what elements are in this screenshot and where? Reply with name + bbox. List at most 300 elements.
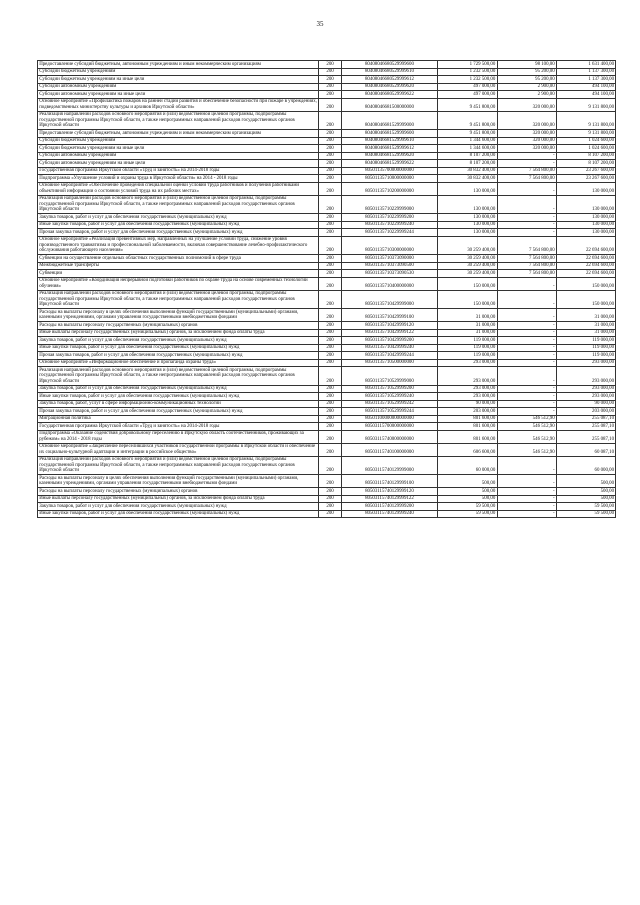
row-code: 200 [319,262,341,270]
row-name: Субсидии бюджетным учреждениям [38,68,319,76]
row-amount-change: - [497,214,556,222]
table-row [38,415,616,423]
row-classifier: 80501135710529999244 [341,408,437,416]
row-amount-result: 8 107 200,00 [556,152,615,160]
row-amount-approved: 130 000,00 [438,182,497,195]
row-name: Субсидии бюджетным учреждениям на иные цели [38,145,319,153]
table-row [38,229,616,237]
table-row [38,344,616,352]
row-amount-approved: 8 107 200,00 [438,152,497,160]
row-amount-change: 546 512,90 [497,415,556,423]
row-code: 200 [319,344,341,352]
row-name: Расходы на выплаты персоналу в целях обеспечения выполнения функций государственными (муниципальными) органами, казенными учреждениями, органами управления государственными внебюджетными фондами [38,475,319,488]
row-amount-change: 7 564 800,00 [497,236,556,255]
row-code: 200 [319,430,341,443]
table-row [38,385,616,393]
table-row [38,98,616,111]
table-row [38,91,616,99]
row-amount-change: 320 000,00 [497,111,556,130]
row-amount-result: 494 100,00 [556,83,615,91]
table-row [38,262,616,270]
row-classifier: 80408046680529999622 [341,91,437,99]
row-name: Государственная программа Иркутской области «Труд и занятость» на 2014-2018 годы [38,167,319,175]
table-row [38,221,616,229]
row-name: Иные закупки товаров, работ и услуг для обеспечения государственных (муниципальных) нужд [38,510,319,518]
table-row [38,430,616,443]
row-amount-change: - [497,488,556,496]
row-amount-change: - [497,385,556,393]
row-name: Иные закупки товаров, работ и услуг для обеспечения государственных (муниципальных) нужд [38,344,319,352]
table-row [38,137,616,145]
row-code: 200 [319,137,341,145]
table-row [38,167,616,175]
row-amount-change: 7 564 800,00 [497,167,556,175]
row-amount-result: 500,00 [556,475,615,488]
table-row [38,195,616,214]
row-name: Прочая закупка товаров, работ и услуг для обеспечения государственных (муниципальных) нужд [38,229,319,237]
row-amount-change: - [497,329,556,337]
table-row [38,322,616,330]
table-row [38,408,616,416]
row-amount-approved: 9 451 800,00 [438,130,497,138]
row-code: 200 [319,130,341,138]
budget-table-body [38,61,616,518]
row-classifier: 80408046681529999620 [341,152,437,160]
row-name: Субсидии бюджетным учреждениям на иные цели [38,76,319,84]
row-name: Межбюджетные трансферты [38,262,319,270]
row-amount-approved: 30 259 400,00 [438,270,497,278]
row-amount-change: 7 564 800,00 [497,262,556,270]
row-classifier: 80408046681500000000 [341,98,437,111]
row-amount-approved: 30 832 400,00 [438,167,497,175]
row-classifier: 80503115740129999120 [341,488,437,496]
table-row [38,236,616,255]
row-name: Реализация направлений расходов основного мероприятия и (или) ведомственной целевой программы, подпрограммы государственной программы Иркутской области, а также непрограммных направлений расходов государственных органов Иркутской области [38,456,319,475]
table-row [38,309,616,322]
row-code: 200 [319,352,341,360]
table-row [38,145,616,153]
row-classifier: 80501135710529999000 [341,367,437,386]
row-amount-result: 59 500,00 [556,503,615,511]
row-amount-approved: 497 000,00 [438,91,497,99]
row-amount-approved: 203 000,00 [438,408,497,416]
row-amount-result: 293 000,00 [556,359,615,367]
row-amount-result: 255 087,10 [556,415,615,423]
table-row [38,456,616,475]
table-row [38,443,616,456]
row-amount-result: 494 100,00 [556,91,615,99]
row-amount-change: 2 900,00 [497,83,556,91]
table-row [38,152,616,160]
row-classifier: 80501135710529999242 [341,400,437,408]
row-amount-approved: 130 000,00 [438,214,497,222]
table-row [38,68,616,76]
row-classifier: 80408046680529999600 [341,61,437,69]
table-row [38,76,616,84]
row-amount-approved: 9 451 800,00 [438,111,497,130]
row-amount-result: 1 137 300,00 [556,76,615,84]
row-amount-result: 150 000,00 [556,290,615,309]
row-code: 200 [319,111,341,130]
row-classifier: 80503115740129999100 [341,475,437,488]
row-name: Основное мероприятие «Реализация превентивных мер, направленных на улучшение условий труда, снижение уровня производственного травматизма и профессиональной заболеваемости, включая совершенствование лечебно-профилактического обслуживания работающего населения» [38,236,319,255]
row-amount-approved: 293 000,00 [438,393,497,401]
row-code: 200 [319,91,341,99]
row-classifier: 80503115740100000000 [341,443,437,456]
row-classifier: 80503115700000000000 [341,423,437,431]
row-amount-approved: 293 000,00 [438,385,497,393]
row-code: 200 [319,270,341,278]
row-amount-approved: 1 232 500,00 [438,68,497,76]
row-classifier: 80503115740129999240 [341,510,437,518]
row-amount-approved: 59 500,00 [438,503,497,511]
row-code: 200 [319,393,341,401]
row-amount-approved: 293 000,00 [438,359,497,367]
row-amount-result: 22 694 600,00 [556,255,615,263]
row-name: Расходы на выплаты персоналу государственных (муниципальных) органов [38,322,319,330]
row-amount-change: 2 900,00 [497,91,556,99]
row-amount-change: 320 000,00 [497,137,556,145]
row-name: Прочая закупка товаров, работ и услуг для обеспечения государственных (муниципальных) нужд [38,352,319,360]
row-code: 200 [319,415,341,423]
row-amount-change: - [497,408,556,416]
row-name: Субсидии автономным учреждениям [38,152,319,160]
row-amount-result: 60 087,10 [556,443,615,456]
row-amount-result: 9 131 800,00 [556,111,615,130]
row-amount-result: 203 000,00 [556,408,615,416]
row-classifier: 80501135710373090500 [341,262,437,270]
row-amount-result: 23 267 600,00 [556,175,615,183]
row-amount-result: 1 137 300,00 [556,68,615,76]
row-amount-result: 130 000,00 [556,229,615,237]
row-amount-result: 31 000,00 [556,322,615,330]
row-amount-change: - [497,352,556,360]
row-classifier: 80501135710400000000 [341,277,437,290]
table-row [38,503,616,511]
row-amount-change: - [497,400,556,408]
row-code: 200 [319,214,341,222]
row-amount-result: 23 267 600,00 [556,167,615,175]
row-name: Прочая закупка товаров, работ и услуг для обеспечения государственных (муниципальных) нужд [38,408,319,416]
row-amount-result: 59 500,00 [556,510,615,518]
row-amount-approved: 1 729 500,00 [438,61,497,69]
row-amount-change: - [497,277,556,290]
row-classifier: 80501100000000000000 [341,415,437,423]
row-classifier: 80408046681529999612 [341,145,437,153]
row-classifier: 80408046681529999600 [341,130,437,138]
row-name: Субсидии бюджетным учреждениям [38,137,319,145]
row-code: 200 [319,145,341,153]
row-amount-approved: 500,00 [438,495,497,503]
row-amount-change: - [497,309,556,322]
table-row [38,160,616,168]
table-row [38,111,616,130]
row-amount-change: - [497,290,556,309]
row-name: Подпрограмма «Улучшение условий и охраны труда в Иркутской области» на 2014 - 2018 годы [38,175,319,183]
row-classifier: 80501135710229999200 [341,214,437,222]
row-code: 200 [319,337,341,345]
row-amount-approved: 119 000,00 [438,337,497,345]
table-row [38,400,616,408]
row-amount-result: 1 631 400,00 [556,61,615,69]
row-amount-result: 293 000,00 [556,385,615,393]
row-classifier: 80501135710300000000 [341,236,437,255]
row-amount-result: 1 024 600,00 [556,145,615,153]
row-classifier: 80501135710200000000 [341,182,437,195]
row-amount-result: 119 000,00 [556,352,615,360]
row-amount-approved: 9 451 800,00 [438,98,497,111]
row-amount-approved: 31 000,00 [438,329,497,337]
row-classifier: 80501135710229999240 [341,221,437,229]
row-amount-approved: 31 000,00 [438,322,497,330]
row-amount-approved: 497 000,00 [438,83,497,91]
row-name: Реализация направлений расходов основного мероприятия и (или) ведомственной целевой программы, подпрограммы государственной программы Иркутской области, а также непрограммных направлений расходов государственных органов Иркутской области [38,367,319,386]
row-classifier: 80408046680529999610 [341,68,437,76]
row-amount-change: - [497,367,556,386]
table-row [38,488,616,496]
page-number: 35 [316,20,324,28]
row-code: 200 [319,236,341,255]
row-amount-approved: 150 000,00 [438,277,497,290]
row-amount-change: - [497,495,556,503]
row-name: Закупка товаров, работ и услуг для обеспечения государственных (муниципальных) нужд [38,503,319,511]
row-classifier: 80501135700000000000 [341,167,437,175]
row-amount-result: 22 694 600,00 [556,262,615,270]
row-name: Закупка товаров, работ и услуг для обеспечения государственных (муниципальных) нужд [38,214,319,222]
table-row [38,214,616,222]
row-amount-result: 500,00 [556,488,615,496]
row-name: Предоставление субсидий бюджетным, автономным учреждениям и иным некоммерческим организациям [38,130,319,138]
budget-table [37,60,616,518]
table-row [38,290,616,309]
row-code: 200 [319,229,341,237]
row-amount-change: 95 200,00 [497,76,556,84]
row-amount-change: 320 000,00 [497,145,556,153]
row-amount-change: - [497,510,556,518]
table-row [38,359,616,367]
row-amount-change: - [497,475,556,488]
row-amount-result: 60 000,00 [556,456,615,475]
row-amount-approved: 130 000,00 [438,195,497,214]
row-amount-approved: 59 500,00 [438,510,497,518]
row-name: Субвенции [38,270,319,278]
row-amount-change: - [497,344,556,352]
row-classifier: 80501135710429999200 [341,337,437,345]
row-amount-approved: 1 344 600,00 [438,145,497,153]
row-amount-result: 119 000,00 [556,337,615,345]
row-amount-result: 130 000,00 [556,214,615,222]
row-classifier: 80501135710429999244 [341,352,437,360]
row-code: 200 [319,503,341,511]
row-amount-change: 7 564 800,00 [497,270,556,278]
row-amount-result: 119 000,00 [556,344,615,352]
table-row [38,130,616,138]
row-name: Закупка товаров, работ и услуг для обеспечения государственных (муниципальных) нужд [38,385,319,393]
row-code: 200 [319,160,341,168]
row-amount-approved: 30 832 400,00 [438,175,497,183]
row-name: Реализация направлений расходов основного мероприятия и (или) ведомственной целевой программы, подпрограммы государственной программы Иркутской области, а также непрограммных направлений расходов государственных органов Иркутской области [38,111,319,130]
row-amount-result: 90 000,00 [556,400,615,408]
row-code: 200 [319,408,341,416]
row-code: 200 [319,167,341,175]
row-amount-approved: 31 000,00 [438,309,497,322]
table-row [38,367,616,386]
row-code: 200 [319,277,341,290]
row-amount-approved: 606 600,00 [438,443,497,456]
row-name: Субвенции на осуществление отдельных областных государственных полномочий в сфере труда [38,255,319,263]
table-row [38,270,616,278]
row-code: 200 [319,182,341,195]
row-code: 200 [319,488,341,496]
row-code: 200 [319,195,341,214]
row-name: Субсидии автономным учреждениям на иные цели [38,160,319,168]
row-name: Расходы на выплаты персоналу государственных (муниципальных) органов [38,488,319,496]
row-name: Предоставление субсидий бюджетным, автономным учреждениям и иным некоммерческим организациям [38,61,319,69]
row-amount-result: 293 000,00 [556,367,615,386]
row-name: Закупка товаров, работ и услуг для обеспечения государственных (муниципальных) нужд [38,337,319,345]
row-name: Иные закупки товаров, работ и услуг для обеспечения государственных (муниципальных) нужд [38,393,319,401]
row-classifier: 80501135710429999240 [341,344,437,352]
row-amount-result: 130 000,00 [556,182,615,195]
table-row [38,510,616,518]
row-code: 200 [319,83,341,91]
row-amount-change: - [497,221,556,229]
row-amount-result: 31 000,00 [556,309,615,322]
row-classifier: 80501135710529999200 [341,385,437,393]
row-amount-result: 293 000,00 [556,393,615,401]
row-name: Субсидии автономным учреждениям [38,83,319,91]
row-name: Основное мероприятие «Профилактика пожаров на ранней стадии развития и обеспечение безопасности при пожаре в учреждениях, подведомственных министерству культуры и архивов Иркутской области» [39,99,317,110]
row-name: Расходы на выплаты персоналу в целях обеспечения выполнения функций государственными (муниципальными) органами, казенными учреждениями, органами управления государственными внебюджетными фондами [38,309,319,322]
row-amount-result: 1 024 600,00 [556,137,615,145]
row-name: Иные выплаты персоналу государственных (муниципальных) органов, за исключением фонда оплаты труда [38,329,319,337]
row-name: Иные выплаты персоналу государственных (муниципальных) органов, за исключением фонда оплаты труда [38,495,319,503]
table-row [38,255,616,263]
row-amount-result: 9 131 800,00 [556,98,615,111]
row-code: 200 [319,510,341,518]
table-row [38,83,616,91]
row-code: 200 [319,400,341,408]
row-amount-change: - [497,456,556,475]
table-row [38,329,616,337]
row-amount-approved: 801 600,00 [438,415,497,423]
table-row [38,182,616,195]
row-name: Основное мероприятие «Информационное обеспечение и пропаганда охраны труда» [38,359,319,367]
row-amount-change: - [497,393,556,401]
row-code: 200 [319,175,341,183]
row-amount-change: - [497,503,556,511]
row-amount-change: - [497,322,556,330]
row-classifier: 80408046681529999622 [341,160,437,168]
row-amount-change: 95 200,00 [497,68,556,76]
row-amount-change: - [497,195,556,214]
row-amount-change: - [497,152,556,160]
row-classifier: 80408046680529999612 [341,76,437,84]
row-code: 200 [319,255,341,263]
row-amount-approved: 1 232 500,00 [438,76,497,84]
row-amount-approved: 150 000,00 [438,290,497,309]
row-name: Основное мероприятие «Закрепление переселившихся участников Государственной программы в Иркутской области и обеспечение их социально-культурной адаптации и интеграции в российское общество» [38,443,319,456]
row-amount-change: 546 512,90 [497,423,556,431]
table-row [38,495,616,503]
row-code: 200 [319,495,341,503]
row-amount-result: 9 131 800,00 [556,130,615,138]
row-name: Государственная программа Иркутской области «Труд и занятость» на 2014-2018 годы [38,423,319,431]
row-amount-approved: 119 000,00 [438,352,497,360]
row-amount-approved: 30 259 400,00 [438,262,497,270]
row-code: 200 [319,290,341,309]
row-classifier: 80503115740129999000 [341,456,437,475]
row-code: 200 [319,68,341,76]
row-amount-approved: 30 259 400,00 [438,236,497,255]
table-row [38,423,616,431]
row-amount-change: 7 564 800,00 [497,255,556,263]
row-classifier: 80408046681529999610 [341,137,437,145]
row-code: 200 [319,98,341,111]
row-amount-result: 255 087,10 [556,430,615,443]
table-row [38,277,616,290]
row-amount-approved: 1 344 600,00 [438,137,497,145]
row-amount-change: 98 100,00 [497,61,556,69]
row-name: Реализация направлений расходов основного мероприятия и (или) ведомственной целевой программы, подпрограммы государственной программы Иркутской области, а также непрограммных направлений расходов государственных органов Иркутской области [38,195,319,214]
row-amount-result: 150 000,00 [556,277,615,290]
row-amount-change: 7 564 800,00 [497,175,556,183]
row-classifier: 80503115740000000000 [341,430,437,443]
row-code: 200 [319,322,341,330]
row-classifier: 80503115740129999200 [341,503,437,511]
row-amount-change: 320 000,00 [497,130,556,138]
row-amount-result: 22 694 600,00 [556,236,615,255]
row-amount-change: - [497,337,556,345]
row-amount-approved: 90 000,00 [438,400,497,408]
row-classifier: 80501135710000000000 [341,175,437,183]
row-code: 200 [319,385,341,393]
row-amount-approved: 30 259 400,00 [438,255,497,263]
row-code: 200 [319,359,341,367]
row-name: Подпрограмма «Оказание содействия добровольному переселению в Иркутскую область соотечественников, проживающих за рубежом» на 2014 - 2018 годы [38,430,319,443]
row-classifier: 80501135710373090000 [341,255,437,263]
row-classifier: 80408046681529999000 [341,111,437,130]
table-row [38,393,616,401]
row-classifier: 80501135710373090530 [341,270,437,278]
row-amount-approved: 130 000,00 [438,229,497,237]
row-classifier: 80503115740129999122 [341,495,437,503]
row-amount-change: - [497,229,556,237]
row-classifier: 80501135710429999100 [341,309,437,322]
row-code: 200 [319,443,341,456]
table-row [38,352,616,360]
row-code: 200 [319,61,341,69]
row-classifier: 80501135710500000000 [341,359,437,367]
row-classifier: 80408046680529999620 [341,83,437,91]
row-classifier: 80501135710529999240 [341,393,437,401]
row-amount-result: 8 107 200,00 [556,160,615,168]
table-row [38,475,616,488]
row-name: Реализация направлений расходов основного мероприятия и (или) ведомственной целевой программы, подпрограммы государственной программы Иркутской области, а также непрограммных направлений расходов государственных органов Иркутской области [38,290,319,309]
row-amount-approved: 60 000,00 [438,456,497,475]
row-amount-change: - [497,359,556,367]
row-code: 200 [319,423,341,431]
row-name: Закупка товаров, работ, услуг в сфере информационно-коммуникационных технологий [38,400,319,408]
row-name: Основное мероприятие «Обеспечение проведения специальной оценки условий труда работников и получения работниками объективной информации о состоянии условий труда на их рабочих местах» [38,182,319,195]
row-code: 200 [319,152,341,160]
row-amount-approved: 801 600,00 [438,430,497,443]
row-amount-approved: 8 107 200,00 [438,160,497,168]
row-classifier: 80501135710229999244 [341,229,437,237]
row-name: Основное мероприятие «Координация непрерывной подготовки работников по охране труда на основе современных технологий обучения» [38,277,319,290]
row-name: Миграционная политика [38,415,319,423]
row-amount-change: 546 512,90 [497,430,556,443]
